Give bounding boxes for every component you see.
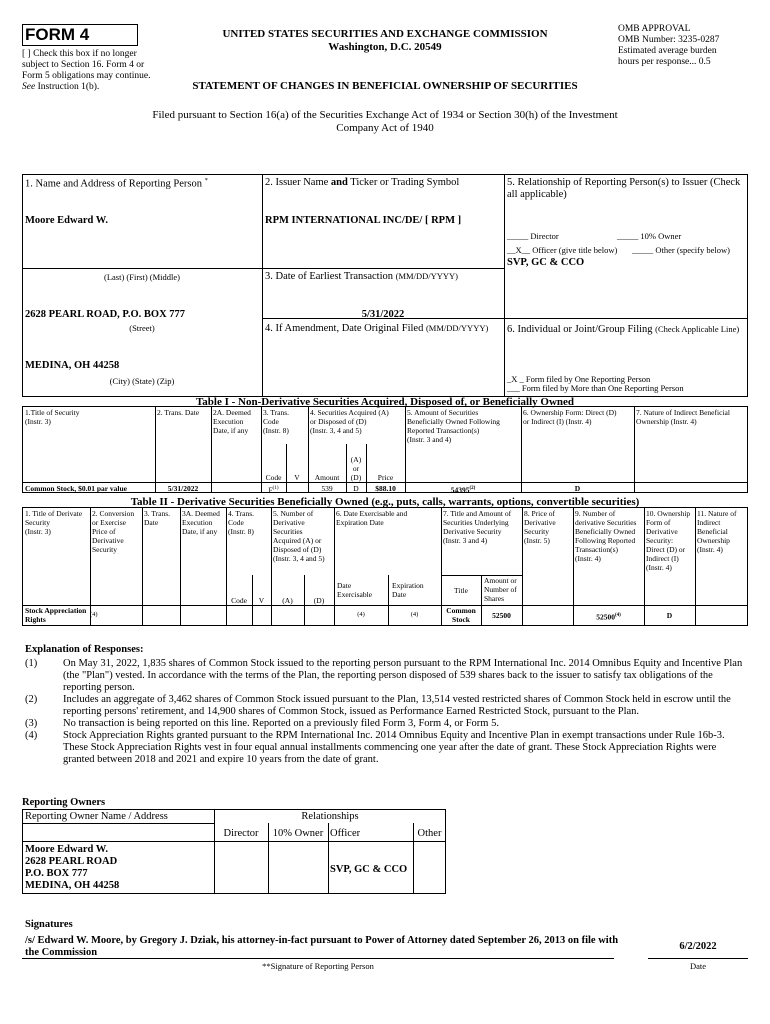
city-sub: (City) (State) (Zip) [109, 376, 175, 386]
signature-text: /s/ Edward W. Moore, by Gregory J. Dziak, his attorney-in-fact pursuant to Power of Attorney dated September 26, 2013 on file with the Commission [25, 935, 619, 958]
t2-row-exp-fn: (4) [410, 611, 419, 618]
t1-sub-amount: Amount [314, 473, 340, 482]
reporting-box [22, 174, 748, 397]
statement-title: STATEMENT OF CHANGES IN BENEFICIAL OWNERSHIP OF SECURITIES [192, 80, 578, 92]
t2-h-owned: 9. Number of derivative Securities Beneficially Owned Following Reported Transaction(s) (Instr. 4) [575, 509, 637, 563]
t2-row-u-title: Common Stock [446, 606, 476, 624]
owners-col-other: Other [417, 828, 442, 839]
t1-h-owned: 5. Amount of Securities Beneficially Owned Following Reported Transaction(s) (Instr. 3 and 4) [407, 408, 500, 444]
omb-line: Estimated average burden [618, 46, 717, 56]
date-caption: Date [689, 961, 707, 971]
issuer-label-and: and [330, 177, 348, 188]
name-sub: (Last) (First) (Middle) [103, 272, 180, 282]
t2-owned-fn: (4) [614, 613, 621, 618]
owner-address [25, 844, 119, 892]
explanation-list [25, 658, 747, 766]
owner-line: P.O. BOX 777 [25, 868, 88, 879]
explanation-title: Explanation of Responses: [25, 644, 144, 655]
rel-officer[interactable]: __X__ Officer (give title below) [507, 245, 618, 255]
t1-sub-price: Price [377, 473, 394, 482]
t2-h-number: 5. Number of Derivative Securities Acquired (A) or Disposed of (D) (Instr. 3, 4 and 5) [273, 509, 325, 563]
t2-h-exercisable: 6. Date Exercisable and Expiration Date [336, 509, 408, 527]
date-label [265, 271, 458, 283]
name-label-text: 1. Name and Address of Reporting Person [25, 178, 203, 190]
amend-label-text: 4. If Amendment, Date Original Filed [265, 323, 424, 334]
t1-owned-fn: (2) [469, 486, 476, 491]
explanation-item [25, 658, 747, 694]
t2-h-title: 1. Title of Derivate Security (Instr. 3) [25, 509, 83, 536]
table2-title: Table II - Derivative Securities Beneficially Owned (e.g., puts, calls, warrants, options, convertible securities) [130, 496, 640, 508]
signatures-title: Signatures [25, 919, 73, 930]
t2-row-exer-fn: (4) [357, 611, 365, 618]
t1-row-aord: D [353, 484, 359, 493]
t2-sub-exercisable: Date Exercisable [337, 581, 372, 599]
explanation-num: (3) [25, 718, 38, 729]
t1-code: F [268, 485, 273, 495]
owner-line: Moore Edward W. [25, 844, 108, 855]
filing-one[interactable]: _X _ Form filed by One Reporting Person [507, 374, 651, 384]
t1-row-date: 5/31/2022 [167, 484, 199, 493]
t2-sub-d: (D) [313, 596, 325, 605]
rel-10pct: _____ 10% Owner [617, 231, 682, 241]
t1-row-form: D [574, 484, 581, 493]
explanation-item [25, 730, 747, 766]
t2-h-nature: 11. Nature of Indirect Beneficial Ownership (Instr. 4) [697, 509, 737, 554]
relationship-label: 5. Relationship of Reporting Person(s) to Issuer (Check all applicable) [507, 177, 741, 200]
t1-row-amount: 539 [321, 484, 333, 493]
explanation-text: Includes an aggregate of 3,462 shares of Common Stock issued pursuant to the Plan, 13,514 vested restricted shares of Common Stock held in escrow until the reporting persons' retirement, and 14,900 shares of Common Stock, issued as Performance Earned Restricted Stock, pursuant to the Plan. [63, 694, 731, 717]
explanation-item [25, 694, 747, 718]
t1-owned: 54395 [450, 485, 470, 495]
table1-title: Table I - Non-Derivative Securities Acquired, Disposed of, or Beneficially Owned [195, 396, 575, 408]
filing-label-small: (Check Applicable Line) [655, 324, 740, 334]
owners-col-10: 10% Owner [272, 828, 324, 839]
t1-h-code: 3. Trans. Code (Instr. 8) [263, 408, 290, 435]
t1-h-deemed: 2A. Deemed Execution Date, if any [213, 408, 251, 435]
omb-approval [618, 24, 758, 68]
t2-sub-code: Code [231, 596, 247, 605]
date-label-text: 3. Date of Earliest Transaction [265, 271, 394, 282]
rel-other[interactable]: _____ Other (specify below) [632, 245, 730, 255]
street-value: 2628 PEARL ROAD, P.O. BOX 777 [25, 309, 186, 320]
t1-row-price: $88.10 [375, 484, 396, 493]
name-marker: * [204, 177, 208, 184]
t2-row-form: D [666, 611, 673, 620]
omb-line: hours per response... 0.5 [618, 57, 711, 67]
date-label-small: (MM/DD/YYYY) [395, 271, 458, 281]
street-sub: (Street) [129, 323, 155, 333]
t2-row-u-amount: 52500 [492, 611, 511, 620]
t1-code-fn: (1) [272, 486, 279, 491]
explanation-text: On May 31, 2022, 1,835 shares of Common Stock issued to the reporting person pursuant to the RPM International Inc. 2014 Omnibus Equity and Incentive Plan (the "Plan") vested. In accordance with the terms of the Plan, the reporting person disposed of 539 shares back to the issuer to satisfy tax obligations of the reporting person. [63, 658, 743, 693]
omb-line: OMB APPROVAL [618, 24, 691, 34]
owners-col-rel: Relationships [301, 811, 359, 822]
owner-line: MEDINA, OH 44258 [25, 880, 120, 891]
t2-sub-a: (A) [282, 596, 293, 605]
explanation-text: No transaction is being reported on this line. Reported on a previously filed Form 3, Form 4, or Form 5. [63, 718, 499, 729]
check-instr: Instruction 1(b). [37, 82, 100, 92]
t2-sub-v: V [258, 596, 265, 605]
amend-label-small: (MM/DD/YYYY) [425, 323, 489, 333]
owner-line: 2628 PEARL ROAD [25, 856, 118, 867]
t1-row-owned [405, 484, 521, 495]
owners-col-name: Reporting Owner Name / Address [25, 811, 168, 822]
issuer-label-a: 2. Issuer Name [265, 177, 329, 188]
form-title-box [22, 24, 138, 46]
explanation-item [25, 718, 747, 730]
owners-col-officer: Officer [330, 828, 361, 839]
filed-pursuant: Filed pursuant to Section 16(a) of the Securities Exchange Act of 1934 or Section 30(h) of the Investment Company Act of 1940 [152, 109, 618, 134]
explanation-num: (4) [25, 730, 38, 741]
t1-h-nature: 7. Nature of Indirect Beneficial Ownership (Instr. 4) [636, 408, 730, 426]
t2-h-price: 8. Price of Derivative Security (Instr. 5) [524, 509, 556, 545]
check-text: [ ] Check this box if no longer subject to Section 16. Form 4 or Form 5 obligations may continue. [22, 49, 151, 81]
filing-label-text: 6. Individual or Joint/Group Filing [507, 324, 653, 335]
t2-sub-title: Title [454, 586, 468, 595]
t1-row-title: Common Stock, $0.01 par value [25, 484, 127, 493]
t2-sub-expiration: Expiration Date [392, 581, 424, 599]
t2-h-form: 10. Ownership Form of Derivative Security: Direct (D) or Indirect (I) (Instr. 4) [646, 509, 691, 572]
t2-row-title: Stock Appreciation Rights [25, 606, 87, 624]
t2-h-code: 4. Trans. Code (Instr. 8) [228, 509, 255, 536]
name-label [25, 177, 208, 191]
filing-label [507, 324, 747, 336]
t1-h-title: 1.Title of Security (Instr. 3) [25, 408, 80, 426]
t2-h-underlying: 7. Title and Amount of Securities Underlying Derivative Security (Instr. 3 and 4) [443, 509, 512, 545]
no-longer-subject-checkbox[interactable] [22, 49, 152, 93]
omb-line: OMB Number: 3235-0287 [618, 35, 720, 45]
rel-director: _____ Director [507, 231, 559, 241]
amend-label [265, 323, 510, 335]
issuer-value: RPM INTERNATIONAL INC/DE/ [ RPM ] [265, 215, 462, 226]
agency-city: Washington, D.C. 20549 [328, 41, 442, 53]
t1-row-code [261, 484, 286, 495]
signature-date: 6/2/2022 [679, 941, 717, 952]
t2-row-conv-fn: (4) [90, 611, 98, 618]
t1-sub-code: Code [265, 473, 282, 482]
t1-sub-aord: (A) or (D) [350, 455, 362, 482]
form-title: FORM 4 [25, 25, 90, 44]
t2-row-owned [573, 611, 644, 622]
owners-col-director: Director [223, 828, 259, 839]
owners-title: Reporting Owners [22, 797, 106, 808]
t1-sub-v: V [294, 473, 300, 482]
city-value: MEDINA, OH 44258 [25, 360, 120, 371]
reporting-person-name: Moore Edward W. [25, 215, 108, 226]
explanation-num: (2) [25, 694, 38, 705]
t1-h-date: 2. Trans. Date [157, 408, 200, 417]
officer-title: SVP, GC & CCO [507, 257, 585, 268]
filing-more[interactable]: ___ Form filed by More than One Reporting Person [507, 383, 684, 393]
t2-owned: 52500 [596, 612, 615, 622]
earliest-date-value: 5/31/2022 [361, 309, 405, 320]
owner-officer: SVP, GC & CCO [330, 864, 408, 875]
t2-h-deemed: 3A. Deemed Execution Date, if any [182, 509, 220, 536]
t2-sub-amount: Amount or Number of Shares [484, 576, 517, 603]
signature-label: **Signature of Reporting Person [262, 961, 374, 971]
check-see: See [22, 82, 36, 92]
explanation-num: (1) [25, 658, 38, 669]
t1-h-form: 6. Ownership Form: Direct (D) or Indirect (I) (Instr. 4) [523, 408, 617, 426]
issuer-label-b: Ticker or Trading Symbol [350, 177, 460, 188]
issuer-label [265, 177, 459, 189]
t1-h-acquired: 4. Securities Acquired (A) or Disposed of (D) (Instr. 3, 4 and 5) [310, 408, 389, 435]
t2-h-date: 3. Trans. Date [144, 509, 171, 527]
t2-h-conv: 2. Conversion or Exercise Price of Derivative Security [92, 509, 135, 554]
explanation-text: Stock Appreciation Rights granted pursuant to the RPM International Inc. 2014 Omnibus Equity and Incentive Plan in exempt transactions under Rule 16b-3. These Stock Appreciation Rights vest in four equal annual installments commencing one year after the date of grant. These Stock Appreciation Rights were granted between 2018 and 2021 and expire 10 years from the date of grant. [63, 730, 725, 765]
agency-name: UNITED STATES SECURITIES AND EXCHANGE COMMISSION [222, 28, 548, 40]
